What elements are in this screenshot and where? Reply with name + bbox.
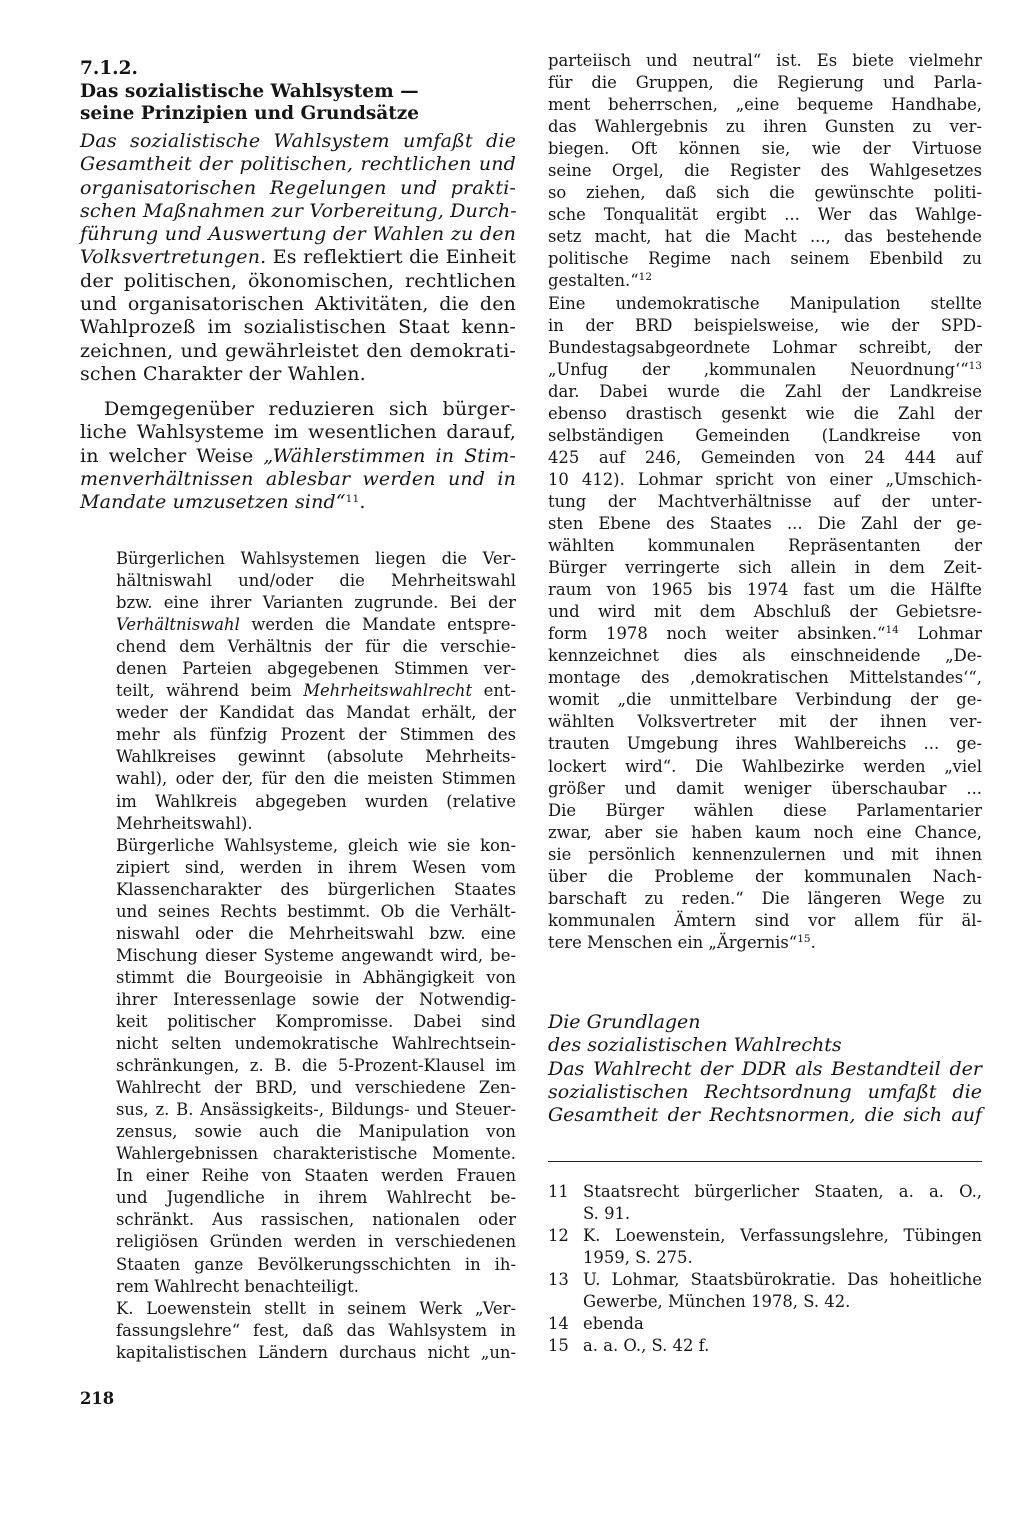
text-line: kommunalen Ämtern sind vor allem für äl-: [548, 910, 982, 930]
section-title-line: seine Prinzipien und Grundsätze: [80, 103, 420, 124]
text-line: barschaft zu reden.“ Die längeren Wege zu: [548, 888, 982, 908]
footnote-line: Staatsrecht bürgerlicher Staaten, a. a. O.,: [583, 1182, 982, 1201]
text-line: sozialistischen Rechtsordnung umfaßt die: [548, 1080, 982, 1103]
text-line: selbständigen Gemeinden (Landkreise von: [548, 425, 982, 445]
section-title-line: Das sozialistische Wahlsystem —: [80, 80, 419, 102]
quote-segment: Mandate umzusetzen sind“: [80, 491, 346, 514]
text-segment: tere Menschen ein „Ärgernis“: [548, 932, 798, 952]
footnote-15: [548, 1335, 982, 1357]
text-segment: Lohmar: [898, 624, 982, 644]
footnote-number: 13: [548, 1270, 569, 1290]
text-line: [80, 246, 516, 269]
text-line: tung der Machtverhältnisse auf der unter-: [548, 491, 982, 511]
text-line: und seines Rechts bestimmt. Ob die Verhält-: [116, 901, 516, 921]
text-line: chend dem Verhältnis der für die verschie-: [116, 637, 516, 657]
text-line: Die Bürger wählen diese Parlamentarier: [548, 800, 982, 820]
section-heading: [80, 58, 516, 126]
text-line: kennzeichnet dies als einschneidende „De-: [548, 646, 982, 666]
text-segment: gestalten.“: [548, 271, 639, 291]
text-line: führung und Auswertung der Wahlen zu den: [80, 223, 516, 246]
text-line: ment beherrschen, „eine bequeme Handhabe,: [548, 95, 982, 115]
footnote-12: [548, 1225, 982, 1269]
text-line: [548, 270, 982, 292]
text-line: größer und damit weniger überschaubar ...: [548, 778, 982, 798]
text-line: nicht selten undemokratische Wahlrechtsein-: [116, 1034, 516, 1054]
text-line: und wird mit dem Abschluß der Gebietsre-: [548, 602, 982, 622]
text-line: [548, 623, 982, 645]
text-segment: teilt, während beim: [116, 681, 304, 701]
text-line: ihrer Interessenlage sowie der Notwendig-: [116, 989, 516, 1009]
text-line: 10 412). Lohmar spricht von einer „Umschich-: [548, 469, 982, 489]
text-line: schränkungen, z. B. die 5-Prozent-Klausel im: [116, 1056, 516, 1076]
footnote-13: [548, 1269, 982, 1313]
footnote-number: 15: [548, 1336, 569, 1356]
text-line: wahl), oder der, für den die meisten Stimmen: [116, 769, 516, 789]
footnotes: [548, 1181, 982, 1357]
subsection-heading: [548, 1011, 982, 1127]
text-line: und organisatorischen Aktivitäten, die den: [80, 293, 516, 316]
text-line: kapitalistischen Ländern durchaus nicht „un-: [116, 1342, 516, 1362]
text-line: Bürger verringerte sich allein in dem Zeit-: [548, 558, 982, 578]
text-segment: .: [359, 491, 366, 514]
text-line: Wahlergebnissen charakteristische Momente.: [116, 1144, 516, 1164]
footnote-line: K. Loewenstein, Verfassungslehre, Tübingen: [583, 1226, 982, 1246]
text-segment: Es reflektiert die Einheit: [266, 246, 516, 269]
footnote-line: a. a. O., S. 42 f.: [583, 1336, 710, 1356]
footnote-11: [548, 1181, 982, 1225]
text-line: Das sozialistische Wahlsystem umfaßt die: [80, 130, 516, 152]
text-line: In einer Reihe von Staaten werden Frauen: [116, 1166, 516, 1186]
text-line: und Jugendliche in ihrem Wahlrecht be-: [116, 1188, 516, 1208]
text-line: Eine undemokratische Manipulation stellte: [548, 293, 982, 313]
footnote-line: U. Lohmar, Staatsbürokratie. Das hoheitliche: [583, 1270, 982, 1290]
text-line: [116, 680, 516, 702]
text-line: so ziehen, daß sich die gewünschte politi-: [548, 183, 982, 203]
text-line: Gesamtheit der Rechtsnormen, die sich auf: [548, 1104, 982, 1127]
page-number: 218: [80, 1389, 115, 1408]
text-line: zwar, aber sie haben kaum noch eine Chance,: [548, 822, 982, 842]
text-line: lockert wird“. Die Wahlbezirke werden „viel: [548, 756, 982, 776]
emphasis-term: Verhältniswahl: [116, 615, 240, 635]
footnote-number: 12: [548, 1226, 569, 1246]
text-line: sten Ebene des Staates ... Die Zahl der ge-: [548, 513, 982, 533]
footnote-line: S. 91.: [583, 1204, 631, 1224]
text-line: liche Wahlsysteme im wesentlichen darauf,: [80, 421, 516, 444]
quote-segment: „Wählerstimmen in Stim-: [263, 444, 516, 467]
footnote-ref-11: 11: [345, 493, 360, 506]
text-line: wählten Volksvertreter mit der ihnen ver-: [548, 712, 982, 732]
text-line: setz macht, hat die Macht ..., das bestehende: [548, 227, 982, 247]
footnote-line: Gewerbe, München 1978, S. 42.: [583, 1292, 851, 1312]
text-line: 425 auf 246, Gemeinden von 24 444 auf: [548, 447, 982, 467]
footnote-line: ebenda: [583, 1314, 644, 1334]
footnote-number: 14: [548, 1314, 569, 1334]
body-text-right: [548, 50, 982, 954]
text-line: K. Loewenstein stellt in seinem Werk „Ver-: [116, 1298, 516, 1318]
text-segment: ent-: [472, 681, 516, 701]
footnote-ref-15: 15: [797, 933, 811, 946]
lead-paragraph-definition: [80, 130, 516, 386]
footnote-14: [548, 1313, 982, 1335]
text-line: Das Wahlrecht der DDR als Bestandteil der: [548, 1057, 982, 1080]
text-segment: werden die Mandate entspre-: [239, 615, 516, 635]
text-line: über die Probleme der kommunalen Nach-: [548, 866, 982, 886]
text-line: Mischung dieser Systeme angewandt wird, be-: [116, 945, 516, 965]
text-line: Staaten ganze Bevölkerungsschichten in ih-: [116, 1254, 516, 1274]
text-line: Wahlprozeß im sozialistischen Staat kenn-: [80, 316, 516, 339]
text-line: fassungslehre“ fest, daß das Wahlsystem in: [116, 1320, 516, 1340]
text-line: für die Gruppen, die Regierung und Parla-: [548, 73, 982, 93]
text-segment: „Unfug der ‚kommunalen Neuordnung‘“: [548, 359, 969, 379]
text-line: Wahlkreises gewinnt (absolute Mehrheits-: [116, 747, 516, 767]
text-line: im Wahlkreis abgegeben wurden (relative: [116, 791, 516, 811]
text-line: schränkt. Aus rassischen, nationalen oder: [116, 1210, 516, 1230]
text-line: Klassencharakter des bürgerlichen Staates: [116, 879, 516, 899]
text-line: sus, z. B. Ansässigkeits-, Bildungs- und Steuer-: [116, 1100, 516, 1120]
text-line: Bürgerlichen Wahlsystemen liegen die Ver-: [116, 549, 516, 568]
emphasis-term: Mehrheitswahlrecht: [303, 681, 473, 701]
text-line: denen Parteien abgegebenen Stimmen ver-: [116, 659, 516, 679]
body-text-left: [116, 548, 516, 1364]
text-line: organisatorischen Regelungen und prakti-: [80, 176, 516, 199]
text-line: Mehrheitswahl).: [116, 813, 253, 833]
subsection-title-line: des sozialistischen Wahlrechts: [548, 1034, 842, 1057]
text-line: [548, 359, 982, 381]
text-line: ebenso drastisch gesenkt wie die Zahl der: [548, 403, 982, 423]
lead-paragraph-contrast: [80, 398, 516, 514]
text-line: montage des ‚demokratischen Mittelstandes‘“,: [548, 668, 982, 688]
text-line: zensus, sowie auch die Manipulation von: [116, 1122, 516, 1142]
text-line: parteiisch und neutral“ ist. Es biete vielmehr: [548, 51, 982, 70]
text-segment: form 1978 noch weiter absinken.“: [548, 624, 886, 644]
text-line: der politischen, ökonomischen, rechtlichen: [80, 269, 516, 292]
text-line: bzw. eine ihrer Varianten zugrunde. Bei der: [116, 593, 516, 613]
footnote-ref-14: 14: [885, 624, 899, 637]
text-line: Demgegenüber reduzieren sich bürger-: [104, 398, 516, 420]
text-line: dar. Dabei wurde die Zahl der Landkreise: [548, 381, 982, 401]
text-line: womit „die unmittelbare Verbindung der ge-: [548, 690, 982, 710]
text-line: zipiert sind, werden in ihrem Wesen vom: [116, 857, 516, 877]
text-line: stimmt die Bourgeoisie in Abhängigkeit von: [116, 967, 516, 987]
text-line: [548, 932, 982, 954]
text-line: sie persönlich kennenzulernen und mit ihnen: [548, 844, 982, 864]
text-line: schen Maßnahmen zur Vorbereitung, Durch-: [80, 199, 517, 222]
text-line: trauten Umgebung ihres Wahlbereichs ... ge-: [548, 734, 982, 754]
text-line: Gesamtheit der politischen, rechtlichen und: [80, 153, 516, 176]
text-segment: .: [810, 932, 816, 952]
text-line: biegen. Oft können sie, wie der Virtuose: [548, 139, 982, 159]
text-line: das Wahlergebnis zu ihren Gunsten zu ver-: [548, 117, 982, 137]
text-line: menverhältnissen ablesbar werden und in: [80, 467, 516, 490]
text-line: schen Charakter der Wahlen.: [80, 362, 366, 385]
text-line: Bundestagsabgeordnete Lohmar schreibt, der: [548, 337, 982, 357]
text-line: rem Wahlrecht benachteiligt.: [116, 1276, 359, 1296]
text-line: politische Regime nach seinem Ebenbild zu: [548, 249, 982, 269]
text-line: mehr als fünfzig Prozent der Stimmen des: [116, 725, 516, 745]
text-line: [80, 491, 516, 514]
footnote-ref-13: 13: [968, 359, 982, 372]
text-line: wählten kommunalen Repräsentanten der: [548, 536, 982, 556]
text-line: weder der Kandidat das Mandat erhält, der: [116, 703, 516, 723]
text-line: Bürgerliche Wahlsysteme, gleich wie sie kon-: [116, 835, 516, 855]
text-line: Wahlrecht der BRD, und verschiedene Zen-: [116, 1078, 516, 1098]
text-segment: in welcher Weise: [80, 444, 264, 467]
footnote-ref-12: 12: [638, 271, 653, 284]
text-line: in der BRD beispielsweise, wie der SPD-: [548, 315, 982, 335]
section-number: 7.1.2.: [80, 58, 138, 79]
text-line: keit politischer Kompromisse. Dabei sind: [116, 1011, 516, 1031]
text-line: sche Tonqualität ergibt ... Wer das Wahlge-: [548, 205, 982, 225]
text-line: hältniswahl und/oder die Mehrheitswahl: [116, 571, 516, 591]
footnote-divider: [548, 1161, 982, 1162]
text-segment: Volksvertretungen.: [80, 246, 267, 269]
subsection-title-line: Die Grundlagen: [548, 1011, 701, 1033]
text-line: religiösen Gründen werden in verschiedenen: [116, 1232, 516, 1252]
text-line: zeichnen, und gewährleistet den demokrati-: [80, 339, 516, 362]
footnote-line: 1959, S. 275.: [583, 1248, 693, 1268]
text-line: [80, 445, 516, 468]
footnote-number: 11: [548, 1182, 569, 1201]
text-line: raum von 1965 bis 1974 fast um die Hälfte: [548, 580, 982, 600]
text-line: seine Orgel, die Register des Wahlgesetzes: [548, 161, 982, 181]
text-line: [116, 614, 516, 636]
text-line: niswahl oder die Mehrheitswahl bzw. eine: [116, 923, 516, 943]
